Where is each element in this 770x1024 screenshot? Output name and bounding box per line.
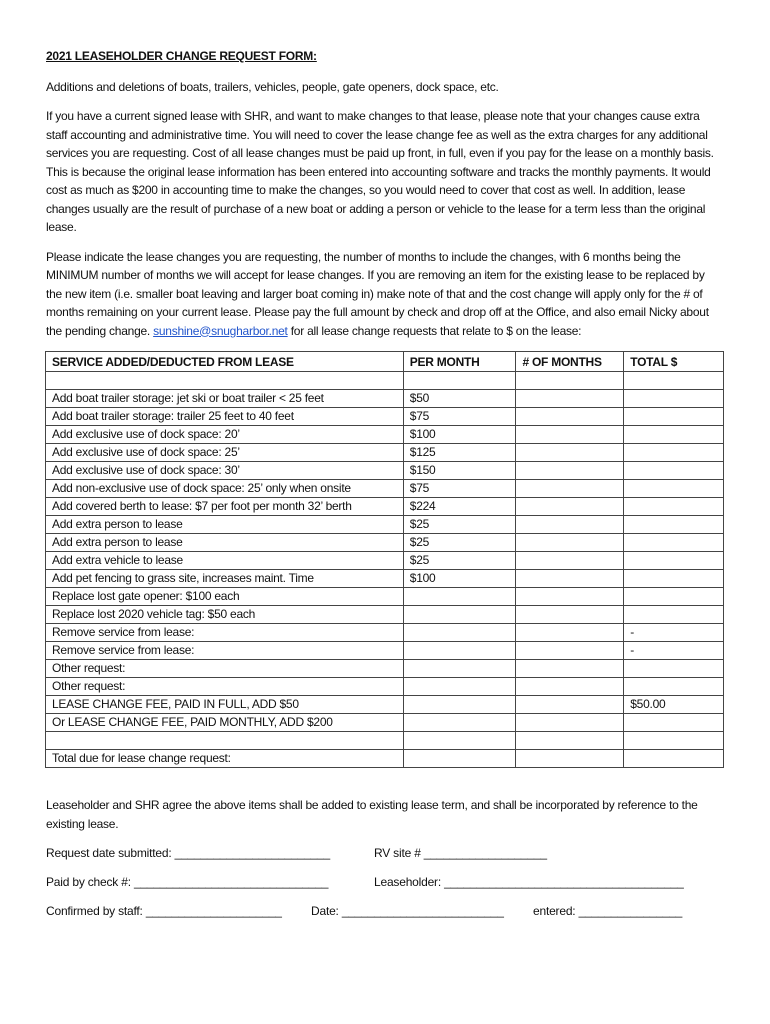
total-cell[interactable]: $50.00 [624,696,724,714]
total-cell[interactable] [624,480,724,498]
total-cell[interactable] [624,534,724,552]
months-cell[interactable] [516,660,624,678]
per-month-cell: $125 [403,444,516,462]
per-month-cell [403,372,516,390]
table-row [46,444,724,462]
service-cell: Add boat trailer storage: trailer 25 feet to 40 feet [46,408,404,426]
total-cell[interactable] [624,588,724,606]
leaseholder-field[interactable]: Leaseholder: _____________________________________ [374,875,684,889]
months-cell[interactable] [516,570,624,588]
total-cell[interactable] [624,408,724,426]
total-cell[interactable] [624,426,724,444]
services-table [45,351,724,768]
months-cell[interactable] [516,408,624,426]
table-row [46,588,724,606]
table-row [46,552,724,570]
per-month-cell [403,732,516,750]
per-month-cell [403,696,516,714]
table-row [46,750,724,768]
total-cell[interactable] [624,750,724,768]
service-cell: Replace lost gate opener: $100 each [46,588,404,606]
total-cell[interactable] [624,714,724,732]
per-month-cell [403,642,516,660]
months-cell[interactable] [516,462,624,480]
service-cell: Add pet fencing to grass site, increases maint. Time [46,570,404,588]
paid-by-check-field[interactable]: Paid by check #: ______________________________ [46,875,329,889]
instructions [46,248,722,341]
table-row [46,516,724,534]
per-month-cell [403,660,516,678]
service-cell: Add covered berth to lease: $7 per foot per month 32’ berth [46,498,404,516]
months-cell[interactable] [516,696,624,714]
service-cell: Other request: [46,678,404,696]
request-date-field[interactable]: Request date submitted: ________________________ [46,846,330,860]
total-cell[interactable] [624,372,724,390]
table-row [46,642,724,660]
per-month-cell: $150 [403,462,516,480]
table-header [46,352,724,372]
total-cell[interactable] [624,660,724,678]
per-month-cell [403,588,516,606]
instructions-text-end: for all lease change requests that relate to $ on the lease: [287,323,582,338]
months-cell[interactable] [516,552,624,570]
table-row [46,624,724,642]
per-month-cell [403,714,516,732]
months-cell[interactable] [516,606,624,624]
confirmed-by-field[interactable]: Confirmed by staff: _____________________ [46,904,282,918]
per-month-cell: $25 [403,516,516,534]
months-cell[interactable] [516,372,624,390]
table-row [46,606,724,624]
table-row [46,408,724,426]
table-row [46,390,724,408]
total-cell[interactable] [624,462,724,480]
service-cell: Remove service from lease: [46,624,404,642]
service-cell: Add exclusive use of dock space: 25’ [46,444,404,462]
entered-field[interactable]: entered: ________________ [533,904,683,918]
table-row [46,678,724,696]
column-header: TOTAL $ [624,352,724,372]
service-cell [46,372,404,390]
agreement-text: Leaseholder and SHR agree the above items shall be added to existing lease term, and shall be incorporated by reference to the existing lease. [46,798,698,831]
months-cell[interactable] [516,714,624,732]
date-field[interactable]: Date: _________________________ [311,904,504,918]
total-cell[interactable] [624,732,724,750]
table-row [46,714,724,732]
total-cell[interactable] [624,444,724,462]
service-cell: Replace lost 2020 vehicle tag: $50 each [46,606,404,624]
total-cell[interactable] [624,678,724,696]
months-cell[interactable] [516,534,624,552]
months-cell[interactable] [516,642,624,660]
total-cell[interactable] [624,516,724,534]
months-cell[interactable] [516,444,624,462]
per-month-cell: $50 [403,390,516,408]
per-month-cell: $100 [403,426,516,444]
table-row [46,498,724,516]
total-cell[interactable] [624,390,724,408]
service-cell: Add non-exclusive use of dock space: 25’ only when onsite [46,480,404,498]
service-cell: Add boat trailer storage: jet ski or boat trailer < 25 feet [46,390,404,408]
months-cell[interactable] [516,426,624,444]
service-cell: Add extra person to lease [46,534,404,552]
intro-text: Additions and deletions of boats, trailers, vehicles, people, gate openers, dock space, etc. [46,79,499,94]
table-row [46,660,724,678]
months-cell[interactable] [516,498,624,516]
per-month-cell: $75 [403,480,516,498]
per-month-cell: $75 [403,408,516,426]
column-header: # OF MONTHS [516,352,624,372]
per-month-cell [403,606,516,624]
per-month-cell [403,678,516,696]
service-cell: Add extra vehicle to lease [46,552,404,570]
service-cell [46,732,404,750]
email-link[interactable]: sunshine@snugharbor.net [153,323,288,338]
months-cell[interactable] [516,588,624,606]
months-cell[interactable] [516,678,624,696]
months-cell[interactable] [516,624,624,642]
table-row [46,570,724,588]
fee-explanation: If you have a current signed lease with SHR, and want to make changes to that lease, please note that your changes cause extra staff accounting and administrative time. You will need to cover the lease change fee as well as the extra charges for any additional services you are requesting. Cost of all lease changes must be paid up front, in full, even if you pay for the lease on a monthly basis. This is because the original lease information has been entered into accounting software and tracks the monthly payments. It would cost as much as $200 in accounting time to make the changes, so you would need to cover that cost as well. In addition, lease changes usually are the result of purchase of a new boat or adding a person or vehicle to the lease for a term less than the original lease. [46,109,714,234]
per-month-cell: $100 [403,570,516,588]
months-cell[interactable] [516,390,624,408]
service-cell: Add extra person to lease [46,516,404,534]
per-month-cell [403,750,516,768]
table-row [46,480,724,498]
table-row [46,372,724,390]
months-cell[interactable] [516,750,624,768]
total-cell[interactable]: - [624,624,724,642]
rv-site-field[interactable]: RV site # ___________________ [374,846,547,860]
column-header: PER MONTH [403,352,516,372]
per-month-cell: $25 [403,534,516,552]
per-month-cell [403,624,516,642]
service-cell: Add exclusive use of dock space: 30’ [46,462,404,480]
months-cell[interactable] [516,516,624,534]
service-cell: Remove service from lease: [46,642,404,660]
table-row [46,426,724,444]
per-month-cell: $224 [403,498,516,516]
table-row [46,462,724,480]
service-cell: Or LEASE CHANGE FEE, PAID MONTHLY, ADD $200 [46,714,404,732]
total-cell[interactable] [624,498,724,516]
service-cell: LEASE CHANGE FEE, PAID IN FULL, ADD $50 [46,696,404,714]
months-cell[interactable] [516,480,624,498]
total-cell[interactable] [624,552,724,570]
total-cell[interactable]: - [624,642,724,660]
column-header: SERVICE ADDED/DEDUCTED FROM LEASE [46,352,404,372]
service-cell: Total due for lease change request: [46,750,404,768]
table-row [46,696,724,714]
service-cell: Add exclusive use of dock space: 20’ [46,426,404,444]
months-cell[interactable] [516,732,624,750]
total-cell[interactable] [624,570,724,588]
table-row [46,732,724,750]
total-cell[interactable] [624,606,724,624]
per-month-cell: $25 [403,552,516,570]
table-row [46,534,724,552]
service-cell: Other request: [46,660,404,678]
instructions-text: Please indicate the lease changes you are requesting, the number of months to include the changes, with 6 months being the MINIMUM number of months we will accept for lease changes. If you are removing an item for the existing lease to be replaced by the new item (i.e. smaller boat leaving and larger boat coming in) make note of that and the cost change will apply only for the # of months remaining on your current lease. Please pay the full amount by check and drop off at the Office, and also email Nicky about the pending change. [46,249,709,338]
form-title: 2021 LEASEHOLDER CHANGE REQUEST FORM: [46,49,317,63]
